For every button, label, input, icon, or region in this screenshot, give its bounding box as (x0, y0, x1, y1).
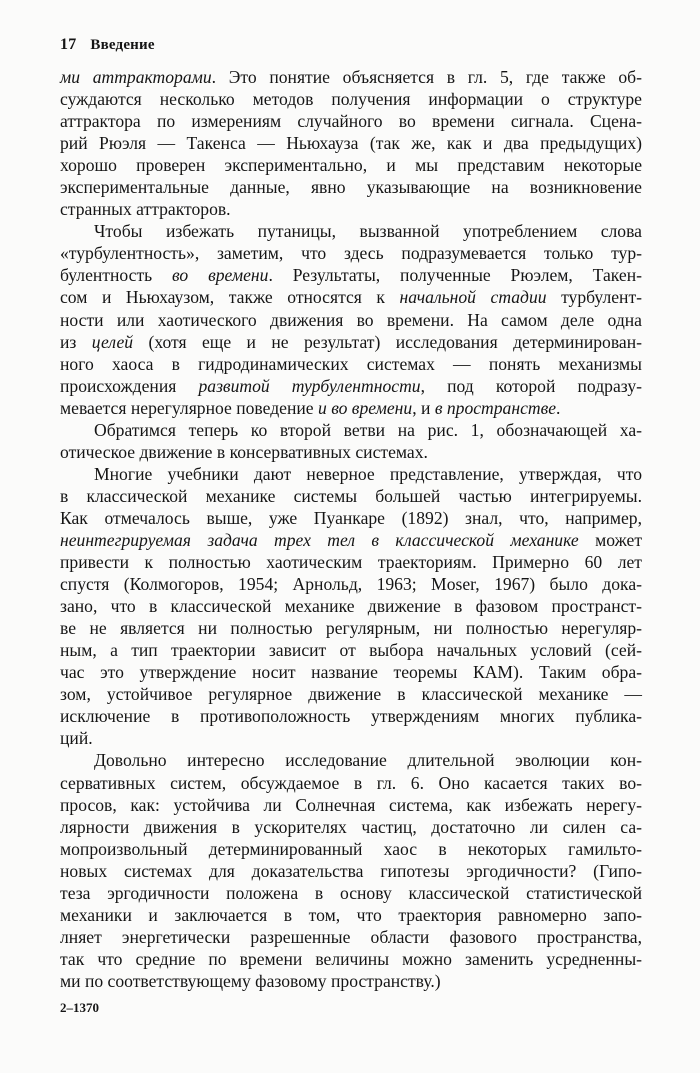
text-line: хорошо проверен экспериментально, и мы представим некоторые (60, 155, 642, 176)
text-line: отическое движение в консервативных системах. (60, 441, 428, 462)
text-line: исключение в противоположность утверждениям многих публика- (60, 706, 642, 727)
text-line: сом и Ньюхаузом, также относятся к начальной стадии турбулент- (60, 287, 642, 308)
text-line: мевается нерегулярное поведение и во времени, и в пространстве. (60, 397, 561, 418)
text-line: Обратимся теперь ко второй ветви на рис. 1, обозначающей ха- (94, 419, 642, 440)
text-line: мопроизвольный детерминированный хаос в некоторых гамильто- (60, 838, 642, 859)
text-line: зано, что в классической механике движение в фазовом пространст- (60, 596, 642, 617)
text-line: спустя (Колмогоров, 1954; Арнольд, 1963; Moser, 1967) было дока- (60, 574, 642, 595)
body-text (60, 66, 642, 992)
text-line: лняет энергетически разрешенные области фазового пространства, (60, 926, 642, 947)
text-line: булентность во времени. Результаты, полученные Рюэлем, Такен- (60, 265, 642, 286)
text-line: Многие учебники дают неверное представление, утверждая, что (94, 463, 642, 484)
text-line: аттрактора по измерениям случайного во времени сигнала. Сцена- (60, 111, 642, 132)
paragraph (60, 66, 642, 220)
text-line: «турбулентность», заметим, что здесь подразумевается только тур- (60, 243, 642, 264)
printer-signature: 2–1370 (60, 1000, 99, 1015)
text-line: рий Рюэля — Такенса — Ньюхауза (так же, как и два предыдущих) (60, 133, 642, 154)
text-line: происхождения развитой турбулентности, под которой подразу- (60, 375, 643, 396)
text-line: Чтобы избежать путаницы, вызванной употреблением слова (94, 221, 642, 242)
text-line: ций. (60, 728, 93, 749)
paragraph (60, 463, 642, 750)
page-number: 17 (60, 36, 77, 53)
text-line: новых системах для доказательства гипотезы эргодичности? (Гипо- (60, 860, 642, 881)
text-line: час это утверждение носит название теоремы КАМ). Таким обра- (60, 662, 642, 683)
text-line: ми аттракторами. Это понятие объясняется в гл. 5, где также об- (60, 67, 642, 87)
text-line: суждаются несколько методов получения информации о структуре (60, 89, 642, 110)
text-line: механики и заключается в том, что траектория равномерно запо- (60, 904, 642, 925)
text-line: теза эргодичности положена в основу классической статистической (60, 882, 642, 903)
text-line: ми по соответствующему фазовому пространству.) (60, 970, 441, 991)
text-line: странных аттракторов. (60, 199, 231, 220)
text-line: Как отмечалось выше, уже Пуанкаре (1892) знал, что, например, (60, 507, 642, 528)
text-line: экспериментальные данные, явно указывающие на возникновение (60, 177, 642, 198)
text-line: из целей (хотя еще и не результат) исследования детерминирован- (60, 331, 643, 352)
paragraph (60, 419, 642, 463)
text-line: привести к полностью хаотическим траекториям. Примерно 60 лет (60, 552, 642, 573)
text-line: зом, устойчивое регулярное движение в классической механике — (60, 684, 642, 705)
text-line: ности или хаотического движения во времени. На самом деле одна (60, 309, 642, 330)
text-line: ного хаоса в гидродинамических системах — понять механизмы (60, 353, 642, 374)
paragraph (60, 220, 642, 418)
text-line: ным, а тип траектории зависит от выбора начальных условий (сей- (60, 640, 642, 661)
text-line: просов, как: устойчива ли Солнечная система, как избежать нерегу- (60, 794, 642, 815)
text-line: ве не является ни полностью регулярным, ни полностью нерегуляр- (60, 618, 642, 639)
text-line: лярности движения в ускорителях частиц, достаточно ли силен са- (60, 816, 642, 837)
running-header (60, 36, 155, 54)
text-line: в классической механике системы большей частью интегрируемы. (60, 485, 642, 506)
running-title: Введение (90, 37, 155, 53)
paragraph (60, 749, 642, 992)
text-line: неинтегрируемая задача трех тел в классической механике может (60, 529, 643, 550)
text-line: Довольно интересно исследование длительной эволюции кон- (94, 750, 642, 771)
text-line: сервативных систем, обсуждаемое в гл. 6. Оно касается таких во- (60, 772, 642, 793)
text-line: так что средние по времени величины можно заменить усредненны- (60, 948, 642, 969)
